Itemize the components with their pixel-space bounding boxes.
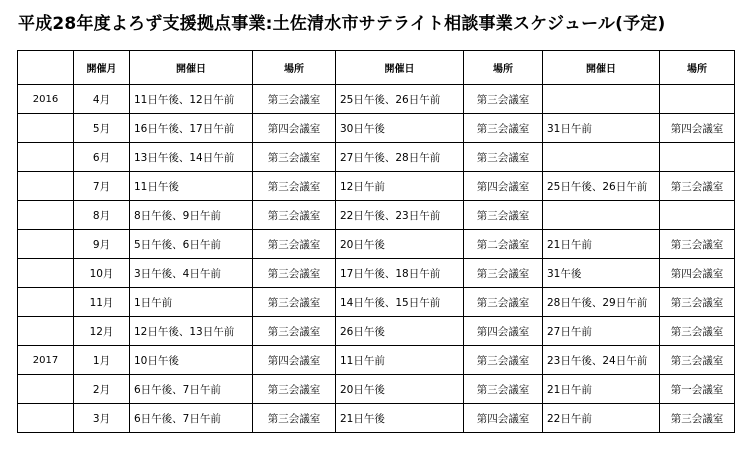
place-cell-2: 第三会議室 <box>464 85 543 114</box>
month-cell: 1月 <box>74 346 130 375</box>
date-cell-1: 6日午後、7日午前 <box>130 375 253 404</box>
header-place-2: 場所 <box>464 51 543 85</box>
date-cell-1: 11日午後、12日午前 <box>130 85 253 114</box>
date-cell-3: 25日午後、26日午前 <box>543 172 660 201</box>
year-cell <box>18 143 74 172</box>
place-cell-3 <box>660 143 735 172</box>
date-cell-1: 10日午後 <box>130 346 253 375</box>
place-cell-1: 第三会議室 <box>253 317 336 346</box>
date-cell-3: 27日午前 <box>543 317 660 346</box>
date-cell-1: 12日午後、13日午前 <box>130 317 253 346</box>
place-cell-1: 第三会議室 <box>253 172 336 201</box>
table-row <box>18 404 735 433</box>
place-cell-3: 第三会議室 <box>660 346 735 375</box>
date-cell-2: 27日午後、28日午前 <box>336 143 464 172</box>
date-cell-2: 20日午後 <box>336 230 464 259</box>
table-row <box>18 230 735 259</box>
place-cell-1: 第三会議室 <box>253 85 336 114</box>
place-cell-1: 第四会議室 <box>253 346 336 375</box>
month-cell: 9月 <box>74 230 130 259</box>
header-month: 開催月 <box>74 51 130 85</box>
year-cell <box>18 375 74 404</box>
month-cell: 12月 <box>74 317 130 346</box>
date-cell-2: 26日午後 <box>336 317 464 346</box>
date-cell-1: 1日午前 <box>130 288 253 317</box>
month-cell: 11月 <box>74 288 130 317</box>
place-cell-2: 第三会議室 <box>464 201 543 230</box>
table-row <box>18 172 735 201</box>
date-cell-3 <box>543 143 660 172</box>
place-cell-2: 第三会議室 <box>464 346 543 375</box>
place-cell-3: 第三会議室 <box>660 317 735 346</box>
table-row <box>18 85 735 114</box>
year-cell: 2017 <box>18 346 74 375</box>
year-cell <box>18 288 74 317</box>
date-cell-1: 5日午後、6日午前 <box>130 230 253 259</box>
date-cell-2: 22日午後、23日午前 <box>336 201 464 230</box>
date-cell-1: 8日午後、9日午前 <box>130 201 253 230</box>
date-cell-3: 22日午前 <box>543 404 660 433</box>
place-cell-3: 第三会議室 <box>660 230 735 259</box>
header-row <box>18 51 735 85</box>
header-blank <box>18 51 74 85</box>
place-cell-3: 第三会議室 <box>660 172 735 201</box>
date-cell-2: 14日午後、15日午前 <box>336 288 464 317</box>
place-cell-3: 第三会議室 <box>660 288 735 317</box>
month-cell: 7月 <box>74 172 130 201</box>
table-row <box>18 346 735 375</box>
year-cell: 2016 <box>18 85 74 114</box>
date-cell-3: 21日午前 <box>543 230 660 259</box>
year-cell <box>18 259 74 288</box>
place-cell-2: 第四会議室 <box>464 172 543 201</box>
date-cell-3: 28日午後、29日午前 <box>543 288 660 317</box>
date-cell-3: 21日午前 <box>543 375 660 404</box>
table-body <box>18 85 735 433</box>
table-row <box>18 375 735 404</box>
place-cell-2: 第二会議室 <box>464 230 543 259</box>
date-cell-1: 16日午後、17日午前 <box>130 114 253 143</box>
place-cell-1: 第三会議室 <box>253 375 336 404</box>
place-cell-3: 第一会議室 <box>660 375 735 404</box>
month-cell: 3月 <box>74 404 130 433</box>
place-cell-2: 第四会議室 <box>464 317 543 346</box>
table-row <box>18 317 735 346</box>
place-cell-1: 第三会議室 <box>253 259 336 288</box>
date-cell-3: 23日午後、24日午前 <box>543 346 660 375</box>
place-cell-2: 第三会議室 <box>464 288 543 317</box>
month-cell: 4月 <box>74 85 130 114</box>
month-cell: 6月 <box>74 143 130 172</box>
date-cell-1: 11日午後 <box>130 172 253 201</box>
year-cell <box>18 230 74 259</box>
place-cell-1: 第三会議室 <box>253 143 336 172</box>
place-cell-1: 第三会議室 <box>253 288 336 317</box>
date-cell-2: 30日午後 <box>336 114 464 143</box>
place-cell-3: 第四会議室 <box>660 259 735 288</box>
year-cell <box>18 404 74 433</box>
date-cell-2: 11日午前 <box>336 346 464 375</box>
month-cell: 5月 <box>74 114 130 143</box>
year-cell <box>18 172 74 201</box>
month-cell: 10月 <box>74 259 130 288</box>
header-date-1: 開催日 <box>130 51 253 85</box>
place-cell-1: 第三会議室 <box>253 201 336 230</box>
date-cell-2: 12日午前 <box>336 172 464 201</box>
date-cell-3: 31午後 <box>543 259 660 288</box>
place-cell-2: 第三会議室 <box>464 375 543 404</box>
date-cell-1: 6日午後、7日午前 <box>130 404 253 433</box>
month-cell: 2月 <box>74 375 130 404</box>
table-row <box>18 259 735 288</box>
schedule-table <box>17 50 735 433</box>
place-cell-1: 第三会議室 <box>253 230 336 259</box>
header-date-2: 開催日 <box>336 51 464 85</box>
table-row <box>18 288 735 317</box>
place-cell-3: 第三会議室 <box>660 404 735 433</box>
place-cell-1: 第三会議室 <box>253 404 336 433</box>
date-cell-3 <box>543 85 660 114</box>
place-cell-1: 第四会議室 <box>253 114 336 143</box>
date-cell-2: 25日午後、26日午前 <box>336 85 464 114</box>
place-cell-3 <box>660 85 735 114</box>
table-row <box>18 201 735 230</box>
date-cell-3: 31日午前 <box>543 114 660 143</box>
month-cell: 8月 <box>74 201 130 230</box>
year-cell <box>18 201 74 230</box>
place-cell-2: 第四会議室 <box>464 404 543 433</box>
date-cell-1: 13日午後、14日午前 <box>130 143 253 172</box>
date-cell-1: 3日午後、4日午前 <box>130 259 253 288</box>
place-cell-3: 第四会議室 <box>660 114 735 143</box>
header-place-1: 場所 <box>253 51 336 85</box>
year-cell <box>18 114 74 143</box>
place-cell-2: 第三会議室 <box>464 114 543 143</box>
year-cell <box>18 317 74 346</box>
document-title: 平成28年度よろず支援拠点事業:土佐清水市サテライト相談事業スケジュール(予定) <box>18 14 666 34</box>
table-row <box>18 143 735 172</box>
place-cell-2: 第三会議室 <box>464 143 543 172</box>
date-cell-2: 21日午後 <box>336 404 464 433</box>
header-date-3: 開催日 <box>543 51 660 85</box>
date-cell-2: 20日午後 <box>336 375 464 404</box>
header-place-3: 場所 <box>660 51 735 85</box>
date-cell-2: 17日午後、18日午前 <box>336 259 464 288</box>
place-cell-3 <box>660 201 735 230</box>
date-cell-3 <box>543 201 660 230</box>
place-cell-2: 第三会議室 <box>464 259 543 288</box>
table-row <box>18 114 735 143</box>
